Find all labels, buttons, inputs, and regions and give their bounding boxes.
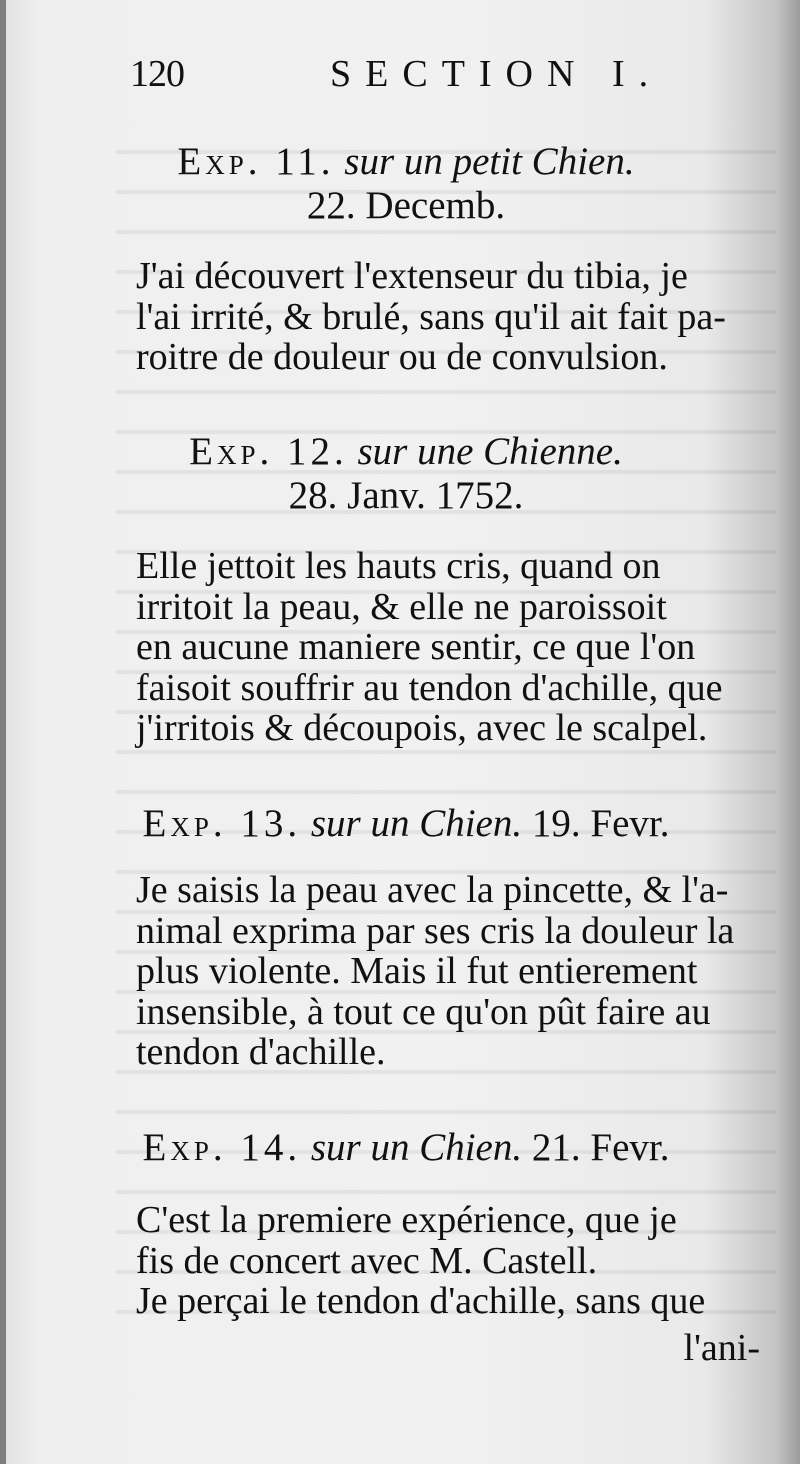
text-line: C'est la premiere expérience, que je (136, 1199, 677, 1241)
exp-date: 28. Janv. 1752. (288, 474, 524, 517)
page-number: 120 (130, 53, 184, 95)
exp-label: Exp. 12. (189, 430, 348, 473)
text-line: insensible, à tout ce qu'on pût faire au (136, 990, 711, 1033)
exp-13-paragraph (136, 870, 776, 1073)
exp-subject: sur une Chienne. (357, 430, 623, 473)
exp-label: Exp. 13. (142, 802, 302, 845)
text-line: nimal exprima par ses cris la douleur la (136, 909, 735, 952)
exp-13-heading (6, 800, 800, 848)
exp-12-paragraph (136, 546, 776, 749)
text-line: roitre de douleur ou de convulsion. (136, 336, 668, 378)
page-header (124, 52, 684, 108)
text-line: fis de concert avec M. Castell. (136, 1239, 598, 1282)
exp-12-date (6, 472, 800, 520)
text-line: j'irritois & découpois, avec le scalpel. (136, 707, 708, 749)
running-head: SECTION I. (330, 53, 663, 95)
text-line: J'ai découvert l'extenseur du tibia, je (136, 255, 688, 297)
exp-14-paragraph (136, 1200, 776, 1322)
exp-subject: sur un petit Chien. (344, 140, 635, 183)
exp-11-heading (6, 138, 800, 186)
text-line: en aucune maniere sentir, ce que l'on (136, 626, 696, 668)
text-line: Elle jettoit les hauts cris, quand on (136, 545, 661, 587)
exp-subject: sur un Chien. (310, 802, 523, 845)
exp-date: 19. Fevr. (531, 802, 670, 845)
exp-date: 22. Decemb. (306, 184, 506, 227)
exp-label: Exp. 14. (142, 1126, 302, 1169)
catchword: l'ani- (683, 1327, 760, 1369)
exp-11-date (6, 182, 800, 230)
exp-date: 21. Fevr. (531, 1126, 670, 1169)
exp-14-heading (6, 1124, 800, 1172)
text-line: irritoit la peau, & elle ne paroissoit (136, 585, 667, 628)
text-line: faisoit souffrir au tendon d'achille, que (136, 666, 723, 709)
text-line: Je saisis la peau avec la pincette, & l'a- (136, 869, 729, 911)
exp-subject: sur un Chien. (310, 1126, 523, 1169)
text-line: plus violente. Mais il fut entierement (136, 950, 698, 992)
text-line: l'ai irrité, & brulé, sans qu'il ait fait pa- (136, 295, 726, 338)
exp-12-heading (6, 428, 800, 476)
exp-11-paragraph (136, 256, 776, 378)
exp-label: Exp. 11. (177, 140, 335, 183)
text-line: Je perçai le tendon d'achille, sans que (136, 1280, 706, 1322)
text-line: tendon d'achille. (136, 1031, 386, 1073)
book-page (6, 0, 800, 1464)
